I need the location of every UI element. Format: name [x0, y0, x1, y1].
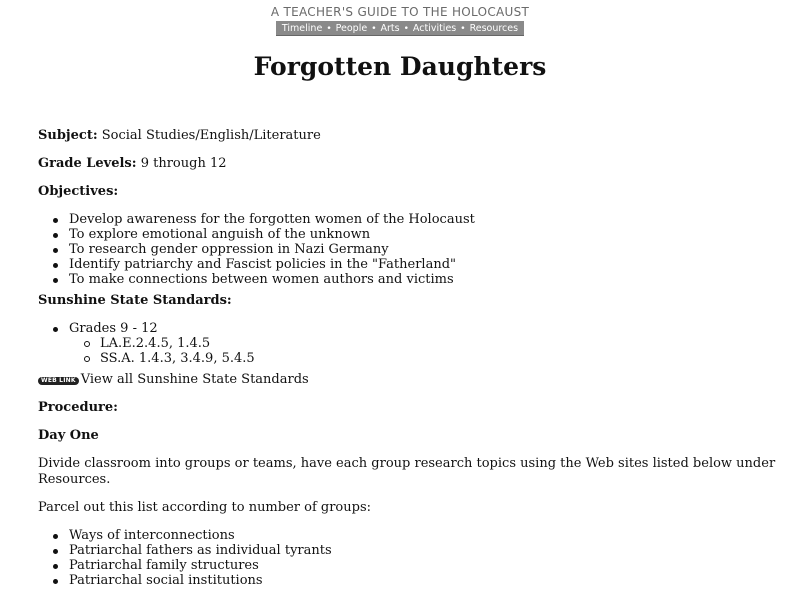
list-item: Develop awareness for the forgotten women of the Holocaust	[38, 212, 778, 227]
list-item: LA.E.2.4.5, 1.4.5	[69, 336, 778, 351]
list-item: Patriarchal fathers as individual tyrants	[38, 543, 778, 558]
procedure-paragraph: Divide classroom into groups or teams, have each group research topics using the Web sites listed below under Resources.	[38, 456, 776, 487]
objectives-list	[38, 212, 778, 287]
grade-levels-value: 9 through 12	[140, 156, 227, 171]
list-item: Identify patriarchy and Fascist policies in the "Fatherland"	[38, 257, 778, 272]
subject-label: Subject:	[38, 128, 98, 143]
subject-line	[38, 128, 778, 144]
grade-levels-line	[38, 156, 778, 172]
list-item: Ways of interconnections	[38, 528, 778, 543]
standards-heading-text: Sunshine State Standards:	[38, 293, 232, 308]
grade-levels-label: Grade Levels:	[38, 156, 137, 171]
list-item: Patriarchal social institutions	[38, 573, 778, 588]
nav-activities[interactable]: Activities	[412, 23, 457, 34]
standards-grade-item: Grades 9 - 12	[69, 321, 158, 336]
standards-heading	[38, 293, 778, 309]
nav-separator: •	[371, 24, 377, 34]
subject-value: Social Studies/English/Literature	[101, 128, 321, 143]
lesson-content	[38, 128, 778, 588]
standards-sublist	[69, 336, 778, 366]
nav-separator: •	[326, 24, 332, 34]
list-item	[38, 321, 778, 366]
procedure-paragraph: Parcel out this list according to number of groups:	[38, 500, 372, 515]
list-item: To explore emotional anguish of the unknown	[38, 227, 778, 242]
day-one-heading-text: Day One	[38, 428, 99, 443]
list-item: To make connections between women authors and victims	[38, 272, 778, 287]
procedure-heading	[38, 400, 778, 416]
nav-separator: •	[403, 24, 409, 34]
nav-resources[interactable]: Resources	[469, 23, 519, 34]
day-one-heading	[38, 428, 778, 444]
list-item: To research gender oppression in Nazi Germany	[38, 242, 778, 257]
page-title: Forgotten Daughters	[253, 52, 547, 81]
site-navbar	[276, 21, 524, 36]
standards-list	[38, 321, 778, 366]
web-link-icon[interactable]: WEB LINK	[38, 377, 79, 385]
nav-timeline[interactable]: Timeline	[281, 23, 323, 34]
list-item: SS.A. 1.4.3, 3.4.9, 5.4.5	[69, 351, 778, 366]
view-standards-line	[38, 372, 778, 388]
topics-list	[38, 528, 778, 588]
objectives-heading	[38, 184, 778, 200]
objectives-heading-text: Objectives:	[38, 184, 119, 199]
procedure-heading-text: Procedure:	[38, 400, 118, 415]
view-all-standards-link[interactable]: View all Sunshine State Standards	[80, 372, 309, 387]
nav-people[interactable]: People	[335, 23, 368, 34]
site-banner	[0, 5, 800, 36]
nav-separator: •	[460, 24, 466, 34]
nav-arts[interactable]: Arts	[380, 23, 400, 34]
site-title[interactable]: A TEACHER'S GUIDE TO THE HOLOCAUST	[270, 5, 530, 19]
list-item: Patriarchal family structures	[38, 558, 778, 573]
